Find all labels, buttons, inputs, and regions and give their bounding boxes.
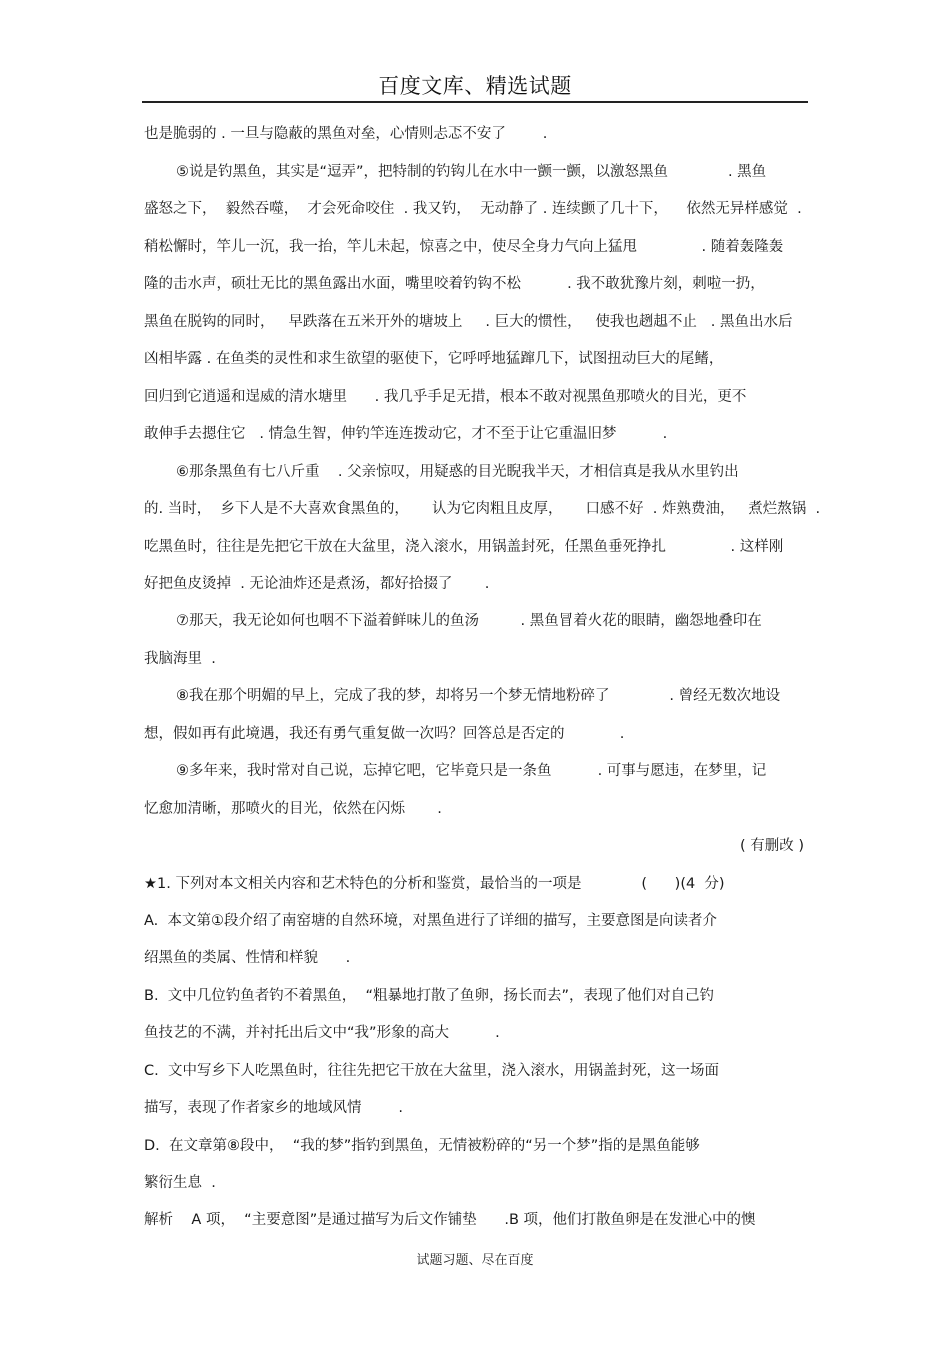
text-line: ⑤说是钓黑鱼，其实是“逗弄”，把特制的钓钩儿在水中一颤一颤，以激怒黑鱼 . 黑鱼	[176, 164, 767, 180]
text-line: 敢伸手去摁住它 . 情急生智，伸钓竿连连拨动它，才不至于让它重温旧梦 .	[144, 426, 668, 442]
header-rule	[142, 101, 808, 103]
text-line: 回归到它逍遥和逞威的清水塘里 . 我几乎手足无措，根本不敢对视黑鱼那喷火的目光，更不	[144, 389, 747, 405]
text-line: 的. 当时， 乡下人是不大喜欢食黑鱼的， 认为它肉粗且皮厚， 口感不好 . 炸熟费油， 煮烂熬锅 .	[144, 501, 821, 517]
text-line: 隆的击水声，硕壮无比的黑鱼露出水面，嘴里咬着钓钩不松 . 我不敢犹豫片刻，刺啦一扔，	[144, 276, 765, 292]
option-b: B. 文中几位钓鱼者钓不着黑鱼， “粗暴地打散了鱼卵，扬长而去”，表现了他们对自己钓	[144, 988, 715, 1004]
text-line: 盛怒之下， 毅然吞噬， 才会死命咬住 . 我又钓， 无动静了 . 连续颤了几十下， 依然无异样感觉 .	[144, 201, 802, 217]
text-line: 好把鱼皮烫掉 . 无论油炸还是煮汤，都好拾掇了 .	[144, 576, 490, 592]
source-note: ( 有删改 )	[739, 838, 804, 854]
text-line: 黑鱼在脱钩的同时， 早跌落在五米开外的塘坡上 . 巨大的惯性， 使我也趔趄不止 . 黑鱼出水后	[144, 314, 793, 330]
text-line: 也是脆弱的 . 一旦与隐蔽的黑鱼对垒，心情则忐忑不安了 .	[144, 126, 548, 142]
option-c-cont: 描写，表现了作者家乡的地域风情 .	[144, 1100, 403, 1116]
option-b-cont: 鱼技艺的不满，并衬托出后文中“我”形象的高大 .	[144, 1025, 500, 1041]
text-line: ⑨多年来，我时常对自己说，忘掉它吧，它毕竟只是一条鱼 . 可事与愿违，在梦里，记	[176, 763, 767, 779]
option-d: D. 在文章第⑧段中， “我的梦”指钓到黑鱼，无情被粉碎的“另一个梦”指的是黑鱼能够	[144, 1138, 700, 1154]
text-line: 忆愈加清晰，那喷火的目光，依然在闪烁 .	[144, 801, 442, 817]
text-line: ⑦那天，我无论如何也咽不下溢着鲜味儿的鱼汤 . 黑鱼冒着火花的眼睛，幽怨地叠印在	[176, 613, 762, 629]
text-line: 想，假如再有此境遇，我还有勇气重复做一次吗？回答总是否定的 .	[144, 726, 625, 742]
text-line: 稍松懈时，竿儿一沉，我一抬，竿儿未起，惊喜之中，使尽全身力气向上猛甩 . 随着轰隆轰	[144, 239, 784, 255]
page-footer: 试题习题、尽在百度	[416, 1253, 534, 1268]
text-line: ⑧我在那个明媚的早上，完成了我的梦，却将另一个梦无情地粉碎了 . 曾经无数次地设	[176, 688, 781, 704]
text-line: 吃黑鱼时，往往是先把它干放在大盆里，浇入滚水，用锅盖封死，任黑鱼垂死挣扎 . 这样刚	[144, 539, 784, 555]
text-line: 凶相毕露 . 在鱼类的灵性和求生欲望的驱使下，它呼呼地猛蹿几下，试图扭动巨大的尾鳍，	[144, 351, 724, 367]
option-a-cont: 绍黑鱼的类属、性情和样貌 .	[144, 950, 351, 966]
text-line: ⑥那条黑鱼有七八斤重 . 父亲惊叹，用疑惑的目光睨我半天，才相信真是我从水里钓出	[176, 464, 739, 480]
analysis-line: 解析 A 项， “主要意图”是通过描写为后文作铺垫 .B 项，他们打散鱼卵是在发泄心中的懊	[144, 1212, 756, 1228]
option-c: C. 文中写乡下人吃黑鱼时，往往先把它干放在大盆里，浇入滚水，用锅盖封死，这一场面	[144, 1063, 719, 1079]
option-d-cont: 繁衍生息 .	[144, 1175, 216, 1191]
text-line: 我脑海里 .	[144, 651, 216, 667]
question-stem: ★1. 下列对本文相关内容和艺术特色的分析和鉴赏，最恰当的一项是 ( )(4 分)	[144, 876, 725, 892]
option-a: A. 本文第①段介绍了南窑塘的自然环境，对黑鱼进行了详细的描写，主要意图是向读者介	[144, 913, 717, 929]
page-header-title: 百度文库、精选试题	[378, 74, 572, 98]
